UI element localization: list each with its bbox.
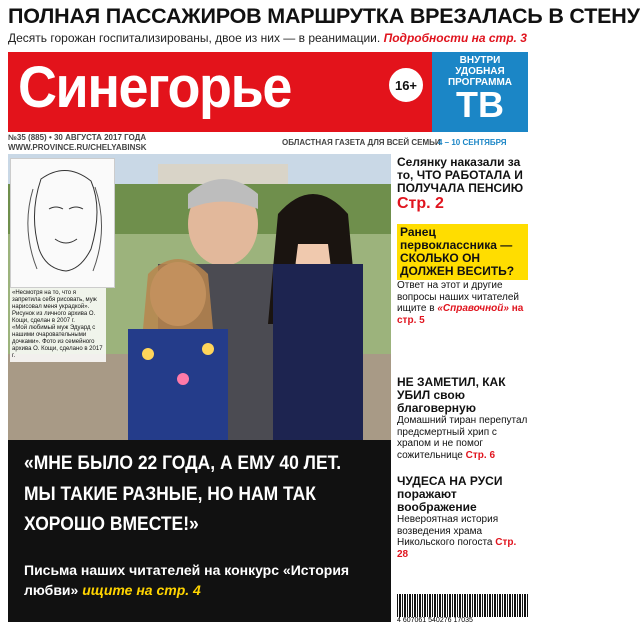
letters-text: Письма наших читателей на конкурс «История любви» bbox=[24, 562, 350, 598]
sidebar-story-2-ref[interactable]: «Справочной» bbox=[437, 303, 509, 314]
sidebar-story-2-text bbox=[397, 280, 528, 326]
top-subline-more-link[interactable]: Подробности на стр. 3 bbox=[383, 31, 527, 45]
sidebar-story-3-page[interactable]: Стр. 6 bbox=[465, 449, 496, 461]
caption-sketch-credit: Рисунок из личного архива О. Кощи, сделан в 2007 г. bbox=[12, 311, 96, 324]
paper-tagline: ОБЛАСТНАЯ ГАЗЕТА ДЛЯ ВСЕЙ СЕМЬИ bbox=[282, 138, 441, 147]
caption-photo-quote: «Мой любимый муж Эдуард с нашими очаровательными дочками». Фото из семейного архива О. Кощи, сделано в 2017 г. bbox=[12, 325, 103, 359]
caption-sketch-quote: «Несмотря на то, что я запретила себя рисовать, муж нарисовал меня украдкой». bbox=[12, 290, 97, 310]
masthead-banner bbox=[8, 52, 432, 132]
issue-number: №35 (885) • 30 АВГУСТА 2017 ГОДА bbox=[8, 133, 147, 142]
sidebar-story-3-title: НЕ ЗАМЕТИЛ, КАК УБИЛ свою благоверную bbox=[397, 375, 506, 415]
sidebar-story-4-page[interactable]: Стр. 28 bbox=[397, 537, 517, 560]
sidebar-story-2-page[interactable]: на стр. 5 bbox=[397, 303, 524, 326]
tv-promo-big: ТВ bbox=[456, 84, 504, 125]
sidebar-story-3-lead: Домашний тиран перепутал предсмертный хрип с храпом и не помог сожительнице bbox=[397, 415, 528, 461]
top-headline[interactable]: ПОЛНАЯ ПАССАЖИРОВ МАРШРУТКА ВРЕЗАЛАСЬ В СТЕНУ bbox=[8, 4, 640, 28]
sidebar-story-3-text bbox=[397, 415, 528, 461]
sidebar-story-4-lead: Невероятная история возведения храма Никольского погоста bbox=[397, 514, 499, 548]
sidebar-story-4-title: ЧУДЕСА НА РУСИ поражают воображение bbox=[397, 474, 503, 514]
sidebar-story-2[interactable] bbox=[397, 224, 528, 326]
tv-program-promo[interactable] bbox=[432, 52, 528, 132]
photo-caption bbox=[10, 288, 106, 362]
sidebar-story-2-lead: Ответ на этот и другие вопросы наших читателей ищите в bbox=[397, 280, 520, 314]
tv-promo-line-3: ПРОГРАММА bbox=[447, 77, 513, 88]
sidebar-story-4[interactable] bbox=[397, 475, 528, 560]
sidebar-story-1-page[interactable]: Стр. 2 bbox=[397, 195, 444, 212]
sketch-portrait-art bbox=[11, 159, 114, 287]
website-link[interactable]: WWW.PROVINCE.RU/CHELYABINSK bbox=[8, 143, 147, 152]
sidebar-story-2-title: Ранец первоклассника — СКОЛЬКО ОН ДОЛЖЕН ВЕСИТЬ? bbox=[397, 224, 528, 280]
newspaper-logo: Синегорье bbox=[18, 55, 291, 120]
sketch-portrait bbox=[10, 158, 115, 288]
letters-page-link[interactable]: ищите на стр. 4 bbox=[82, 582, 201, 598]
tv-dates: 4 – 10 СЕНТЯБРЯ bbox=[438, 138, 507, 147]
sidebar-story-3[interactable] bbox=[397, 376, 528, 461]
sidebar-story-4-text bbox=[397, 514, 528, 560]
tv-promo-line-2: УДОБНАЯ bbox=[455, 66, 505, 77]
barcode-digits: 4 607061 540276 17035 bbox=[397, 617, 528, 624]
top-subline bbox=[8, 31, 530, 45]
main-quote-line-2[interactable]: МЫ ТАКИЕ РАЗНЫЕ, НО НАМ ТАК ХОРОШО ВМЕСТЕ!» bbox=[24, 484, 316, 535]
age-rating-badge: 16+ bbox=[387, 66, 425, 104]
tv-promo-line-1: ВНУТРИ bbox=[459, 55, 501, 66]
sidebar-story-1-title: Селянку наказали за то, ЧТО РАБОТАЛА И ПОЛУЧАЛА ПЕНСИЮ bbox=[397, 155, 524, 195]
top-subline-text: Десять горожан госпитализированы, двое из них — в реанимации. bbox=[8, 31, 381, 45]
sidebar-story-1[interactable] bbox=[397, 156, 528, 213]
barcode bbox=[397, 584, 528, 624]
main-quote-line-1[interactable]: «МНЕ БЫЛО 22 ГОДА, А ЕМУ 40 ЛЕТ. bbox=[24, 453, 342, 474]
letters-teaser bbox=[24, 560, 384, 600]
